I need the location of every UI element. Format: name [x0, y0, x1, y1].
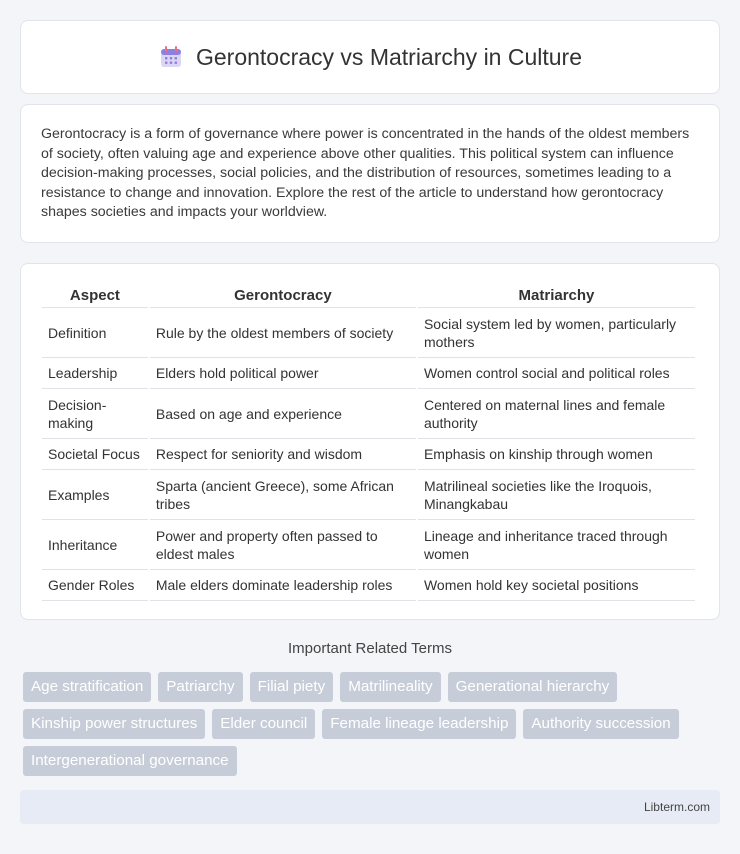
term-tag[interactable]: Authority succession [523, 709, 678, 739]
cell-gerontocracy: Power and property often passed to eldest males [150, 520, 416, 570]
footer-site-link[interactable]: Libterm.com [643, 800, 710, 814]
term-tag[interactable]: Matrilineality [340, 672, 440, 702]
cell-matriarchy: Women hold key societal positions [418, 570, 695, 601]
cell-aspect: Gender Roles [42, 570, 148, 601]
intro-card [20, 104, 720, 243]
cell-matriarchy: Matrilineal societies like the Iroquois, Minangkabau [418, 470, 695, 520]
cell-gerontocracy: Respect for seniority and wisdom [150, 439, 416, 470]
related-terms-list [23, 672, 723, 776]
header-aspect: Aspect [42, 286, 148, 308]
cell-gerontocracy: Rule by the oldest members of society [150, 308, 416, 358]
cell-gerontocracy: Based on age and experience [150, 389, 416, 439]
comparison-card [20, 263, 720, 620]
cell-gerontocracy: Male elders dominate leadership roles [150, 570, 416, 601]
cell-aspect: Leadership [42, 358, 148, 389]
term-tag[interactable]: Filial piety [250, 672, 334, 702]
cell-matriarchy: Lineage and inheritance traced through women [418, 520, 695, 570]
related-terms-title: Important Related Terms [288, 640, 452, 657]
cell-aspect: Inheritance [42, 520, 148, 570]
cell-aspect: Definition [42, 308, 148, 358]
term-tag[interactable]: Generational hierarchy [448, 672, 618, 702]
table-row [42, 358, 695, 389]
term-tag[interactable]: Age stratification [23, 672, 151, 702]
table-row [42, 389, 695, 439]
header-matriarchy: Matriarchy [418, 286, 695, 308]
term-tag[interactable]: Elder council [212, 709, 315, 739]
cell-matriarchy: Centered on maternal lines and female authority [418, 389, 695, 439]
term-tag[interactable]: Female lineage leadership [322, 709, 516, 739]
cell-matriarchy: Women control social and political roles [418, 358, 695, 389]
table-header-row [42, 286, 695, 308]
table-row [42, 520, 695, 570]
intro-paragraph: Gerontocracy is a form of governance where power is concentrated in the hands of the oldest members of society, often valuing age and experience above other qualities. This political system can influence decision-making processes, social policies, and the distribution of resources, sometimes leading to a resistance to change and innovation. Explore the rest of the article to understand how gerontocracy shapes societies and impacts your worldview. [41, 126, 690, 221]
table-row [42, 308, 695, 358]
cell-aspect: Examples [42, 470, 148, 520]
cell-aspect: Decision-making [42, 389, 148, 439]
cell-matriarchy: Emphasis on kinship through women [418, 439, 695, 470]
page-title: Gerontocracy vs Matriarchy in Culture [195, 43, 582, 70]
cell-aspect: Societal Focus [42, 439, 148, 470]
term-tag[interactable]: Intergenerational governance [23, 746, 237, 776]
cell-matriarchy: Social system led by women, particularly mothers [418, 308, 695, 358]
cell-gerontocracy: Sparta (ancient Greece), some African tribes [150, 470, 416, 520]
table-row [42, 470, 695, 520]
footer [20, 790, 720, 824]
term-tag[interactable]: Kinship power structures [23, 709, 205, 739]
table-row [42, 570, 695, 601]
calendar-icon [158, 44, 184, 70]
header-gerontocracy: Gerontocracy [150, 286, 416, 308]
comparison-table [40, 286, 697, 601]
term-tag[interactable]: Patriarchy [158, 672, 242, 702]
title-card [20, 20, 720, 94]
table-row [42, 439, 695, 470]
cell-gerontocracy: Elders hold political power [150, 358, 416, 389]
